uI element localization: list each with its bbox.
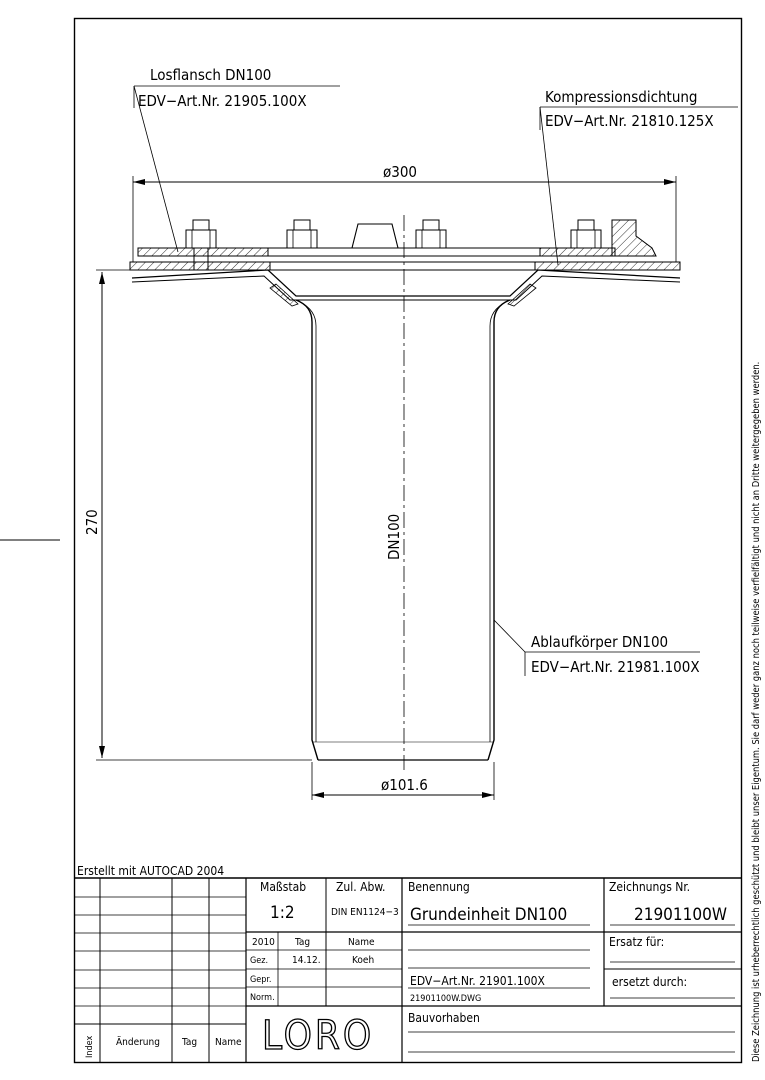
designation-label: Benennung bbox=[408, 880, 470, 894]
file-name: 21901100W.DWG bbox=[410, 994, 482, 1004]
pipe-diameter-label: ø101.6 bbox=[381, 776, 428, 794]
project-label: Bauvorhaben bbox=[408, 1011, 480, 1025]
norm-label: Norm. bbox=[250, 993, 275, 1003]
body-name: Ablaufkörper DN100 bbox=[531, 633, 669, 651]
drawn-name: Koeh bbox=[352, 955, 375, 966]
company-logo: LORO bbox=[262, 1013, 375, 1059]
tolerance-value: DIN EN1124−3 bbox=[331, 907, 399, 918]
drawn-label: Gez. bbox=[250, 956, 269, 966]
flange-article: EDV−Art.Nr. 21905.100X bbox=[138, 92, 307, 110]
name-label: Name bbox=[348, 937, 375, 948]
drawing-no-label: Zeichnungs Nr. bbox=[609, 880, 691, 894]
designation-value: Grundeinheit DN100 bbox=[410, 905, 568, 925]
replacement-for-label: Ersatz für: bbox=[609, 935, 665, 949]
bolt bbox=[416, 220, 446, 248]
replaced-by-label: ersetzt durch: bbox=[612, 975, 688, 989]
flange-callout bbox=[134, 66, 340, 252]
height-label: 270 bbox=[83, 509, 101, 535]
change-label: Änderung bbox=[116, 1037, 160, 1048]
bolt bbox=[287, 220, 317, 248]
copyright-note: Diese Zeichnung ist urheberrechtlich geschützt und bleibt unser Eigentum. Sie darf weder ganz noch teilweise verfielfältigt und nicht an Dritte weitergegeben werden. bbox=[751, 361, 762, 1062]
day-col-label: Tag bbox=[182, 1037, 198, 1048]
tolerance-label: Zul. Abw. bbox=[336, 880, 386, 894]
scale-value: 1:2 bbox=[270, 903, 295, 923]
flange-name: Losflansch DN100 bbox=[150, 66, 272, 84]
drawn-day: 14.12. bbox=[292, 955, 321, 966]
nominal-size-label: DN100 bbox=[385, 513, 403, 560]
drain-pipe bbox=[296, 215, 510, 770]
body-callout bbox=[494, 620, 700, 676]
scale-label: Maßstab bbox=[260, 880, 307, 894]
seal-article: EDV−Art.Nr. 21810.125X bbox=[545, 112, 714, 130]
body-article: EDV−Art.Nr. 21981.100X bbox=[531, 658, 700, 676]
day-label: Tag bbox=[295, 937, 311, 948]
seal-name: Kompressionsdichtung bbox=[545, 88, 698, 106]
bolt bbox=[571, 220, 601, 248]
drawing-no-value: 21901100W bbox=[634, 905, 727, 925]
flange-diameter-label: ø300 bbox=[383, 163, 418, 181]
name-col-label: Name bbox=[215, 1037, 242, 1048]
year: 2010 bbox=[252, 937, 275, 948]
index-label: Index bbox=[85, 1035, 95, 1058]
checked-label: Gepr. bbox=[250, 975, 272, 985]
height-dimension bbox=[96, 270, 312, 760]
flange-assembly bbox=[130, 176, 680, 306]
title-block bbox=[74, 864, 741, 1062]
article-no: EDV−Art.Nr. 21901.100X bbox=[410, 974, 545, 988]
created-with: Erstellt mit AUTOCAD 2004 bbox=[77, 864, 225, 878]
